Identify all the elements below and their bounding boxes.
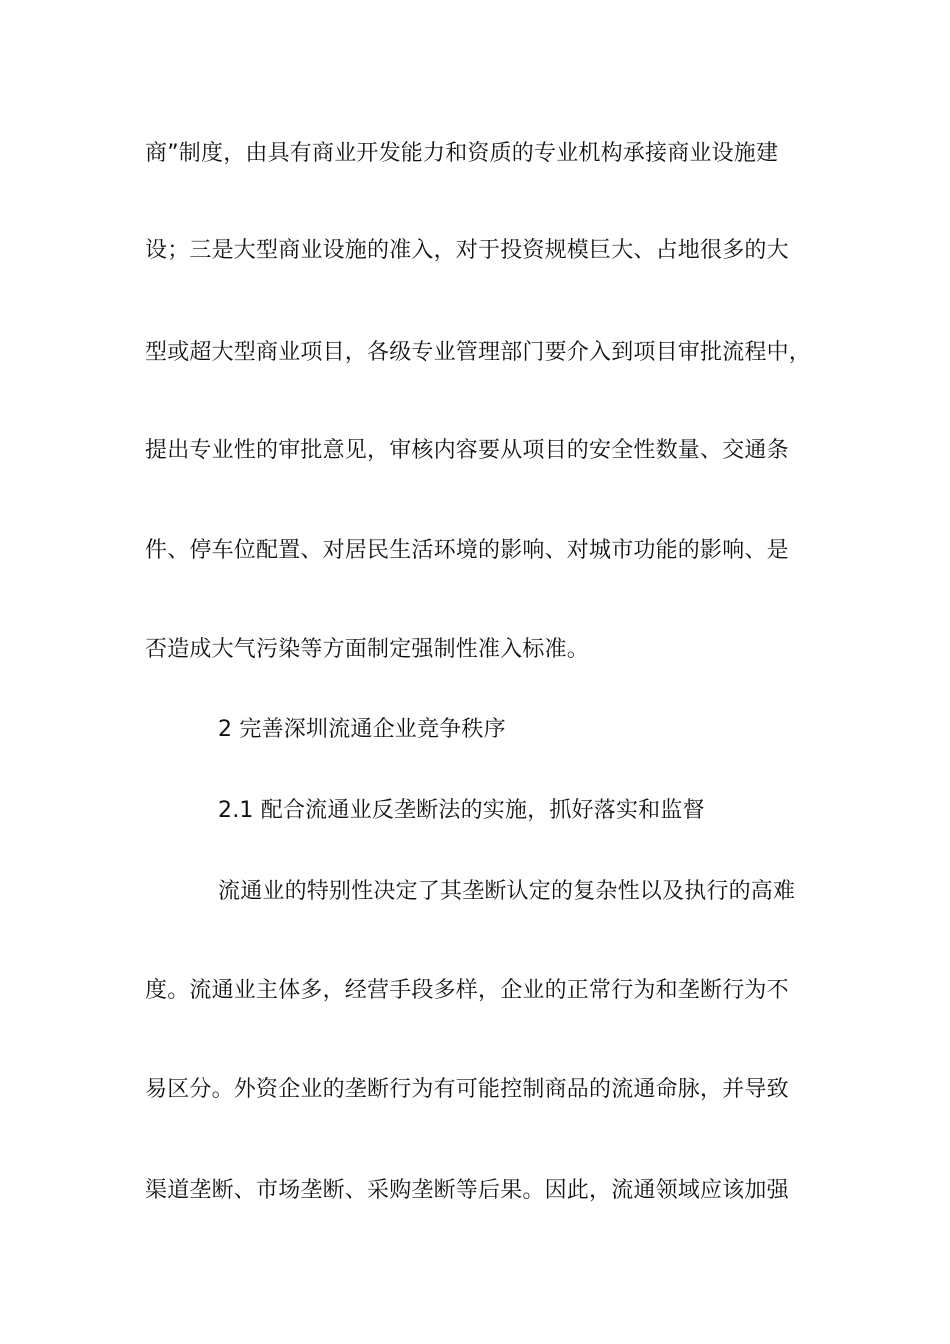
paragraph-2-line-2: 度。流通业主体多，经营手段多样，企业的正常行为和垄断行为不 [145,978,789,1003]
paragraph-2-line-3: 易区分。外资企业的垄断行为有可能控制商品的流通命脉，并导致 [145,1077,789,1102]
paragraph-1-line-6: 否造成大气污染等方面制定强制性准入标准。 [145,637,590,662]
paragraph-1-line-1: 商”制度，由具有商业开发能力和资质的专业机构承接商业设施建 [145,141,779,166]
paragraph-1-line-5: 件、停车位配置、对居民生活环境的影响、对城市功能的影响、是 [145,538,789,563]
paragraph-1-line-3: 型或超大型商业项目，各级专业管理部门要介入到项目审批流程中， [145,340,812,365]
paragraph-1-line-4: 提出专业性的审批意见，审核内容要从项目的安全性数量、交通条 [145,438,789,463]
paragraph-2-line-4: 渠道垄断、市场垄断、采购垄断等后果。因此，流通领域应该加强 [145,1178,789,1203]
paragraph-2-line-1: 流通业的特别性决定了其垄断认定的复杂性以及执行的高难 [218,879,796,904]
section-heading-2-1: 2.1 配合流通业反垄断法的实施，抓好落实和监督 [218,798,705,823]
paragraph-1-line-2: 设；三是大型商业设施的准入，对于投资规模巨大、占地很多的大 [145,238,789,263]
section-heading-2: 2 完善深圳流通企业竞争秩序 [218,717,506,742]
